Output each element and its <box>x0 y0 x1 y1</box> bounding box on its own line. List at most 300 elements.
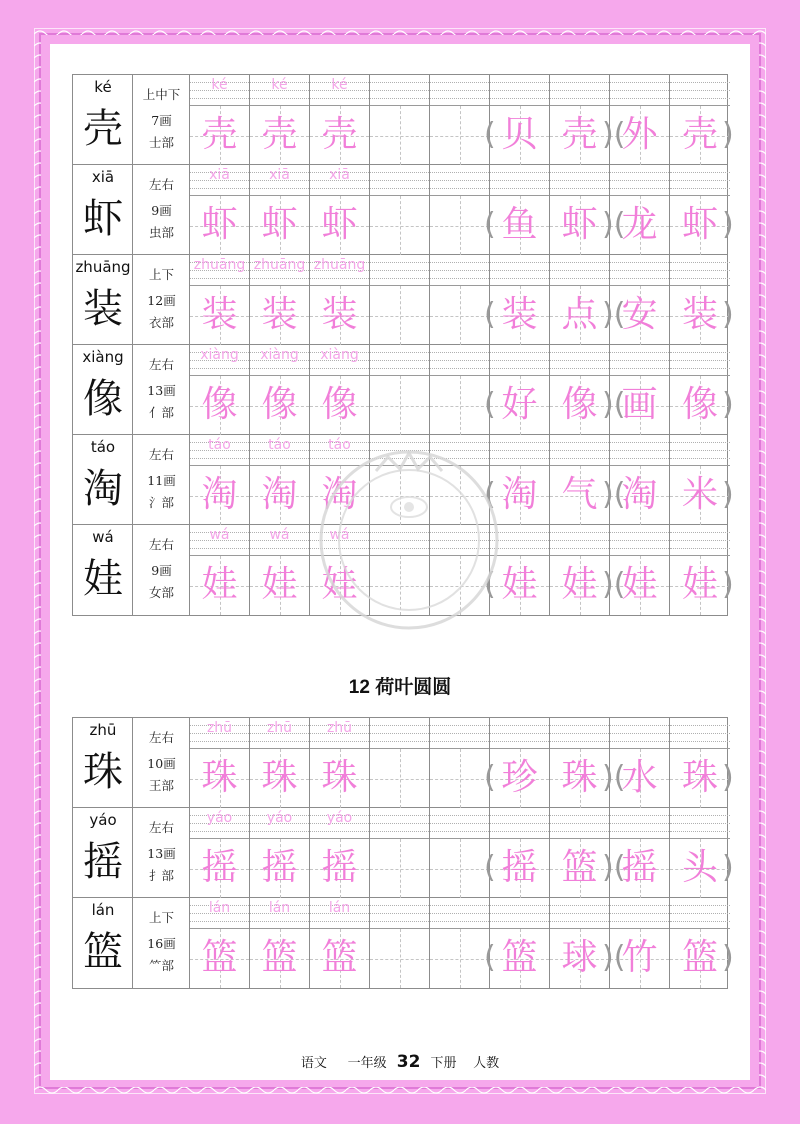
character-info-cell <box>133 525 190 615</box>
word-character: 像 <box>561 384 598 425</box>
word-character: 淘 <box>501 474 538 515</box>
practice-cell <box>310 255 370 345</box>
word-parenthesis: )( <box>602 387 626 422</box>
trace-pinyin: xiàng <box>320 347 359 363</box>
word-character: 头 <box>681 847 718 888</box>
pinyin-guide-lines <box>670 255 730 285</box>
character-info-cell <box>133 165 190 255</box>
trace-pinyin: zhuāng <box>313 257 366 273</box>
word-parenthesis: )( <box>602 117 626 152</box>
stroke-count: 16画 <box>147 936 176 951</box>
character-table-2 <box>72 717 734 989</box>
character-pinyin: táo <box>90 438 116 456</box>
practice-cell <box>550 808 610 898</box>
trace-pinyin: zhuāng <box>253 257 306 273</box>
pinyin-guide-lines <box>610 898 669 928</box>
stroke-count: 9画 <box>151 203 172 218</box>
tian-grid <box>370 928 429 988</box>
trace-pinyin: ké <box>211 77 228 93</box>
structure-label: 左右 <box>148 820 174 835</box>
word-character: 球 <box>561 937 598 978</box>
trace-pinyin: yáo <box>326 810 353 826</box>
practice-cell <box>550 898 610 988</box>
footer-edition: 人教 <box>473 1056 500 1071</box>
practice-cell <box>670 435 730 525</box>
trace-character: 装 <box>261 294 298 335</box>
character-pinyin: yáo <box>89 811 117 829</box>
word-parenthesis: ( <box>484 940 496 975</box>
character-pinyin: ké <box>94 78 112 96</box>
pinyin-guide-lines <box>610 255 669 285</box>
radical-label: 氵部 <box>148 495 174 510</box>
page-footer <box>0 1052 800 1072</box>
stroke-count: 11画 <box>147 473 176 488</box>
pinyin-guide-lines <box>550 165 609 195</box>
word-character: 鱼 <box>501 204 538 245</box>
word-character: 米 <box>681 474 718 515</box>
word-character: 好 <box>501 384 538 425</box>
practice-cell <box>190 718 250 808</box>
word-character: 篮 <box>501 937 538 978</box>
stroke-count: 13画 <box>147 846 176 861</box>
tian-grid <box>430 928 489 988</box>
word-parenthesis: ( <box>484 850 496 885</box>
structure-label: 上下 <box>148 910 174 925</box>
character-pinyin: zhuāng <box>75 258 131 276</box>
radical-label: ⺮部 <box>148 958 174 973</box>
footer-volume: 下册 <box>430 1056 457 1071</box>
word-parenthesis: ( <box>484 117 496 152</box>
tian-grid <box>370 105 429 165</box>
structure-label: 左右 <box>148 730 174 745</box>
word-character: 像 <box>681 384 718 425</box>
character-glyph: 珠 <box>83 749 123 795</box>
character-cell <box>73 808 133 898</box>
trace-character: 像 <box>321 384 358 425</box>
stroke-count: 9画 <box>151 563 172 578</box>
practice-cell <box>430 718 490 808</box>
tian-grid <box>370 838 429 898</box>
pinyin-guide-lines <box>430 255 489 285</box>
pinyin-guide-lines <box>430 345 489 375</box>
pinyin-guide-lines <box>430 808 489 838</box>
practice-cell <box>190 898 250 988</box>
character-pinyin: xiā <box>91 168 115 186</box>
pinyin-guide-lines <box>430 718 489 748</box>
pinyin-guide-lines <box>610 435 669 465</box>
stroke-count: 13画 <box>147 383 176 398</box>
radical-label: 虫部 <box>148 225 174 240</box>
practice-cell <box>550 165 610 255</box>
word-character: 点 <box>561 294 598 335</box>
structure-label: 左右 <box>148 177 174 192</box>
word-character: 气 <box>561 474 598 515</box>
character-row <box>73 718 734 808</box>
practice-cell <box>310 808 370 898</box>
pinyin-guide-lines <box>670 525 730 555</box>
pinyin-guide-lines <box>550 808 609 838</box>
word-character: 虾 <box>561 204 598 245</box>
word-character: 壳 <box>681 114 718 155</box>
pinyin-guide-lines <box>370 808 429 838</box>
trace-pinyin: zhuāng <box>193 257 246 273</box>
practice-cell <box>310 165 370 255</box>
word-parenthesis: ) <box>722 117 734 152</box>
word-character: 摇 <box>621 847 658 888</box>
practice-cell <box>550 255 610 345</box>
practice-cell <box>670 718 730 808</box>
tian-grid <box>430 105 489 165</box>
practice-cell <box>490 165 550 255</box>
word-character: 娃 <box>621 564 658 605</box>
trace-character: 娃 <box>321 564 358 605</box>
lesson-title: 12 荷叶圆圆 <box>348 677 452 698</box>
word-parenthesis: ) <box>722 477 734 512</box>
practice-cell <box>250 525 310 615</box>
practice-cell <box>310 898 370 988</box>
practice-cell <box>550 345 610 435</box>
pinyin-guide-lines <box>490 255 549 285</box>
practice-cell <box>190 525 250 615</box>
radical-label: 王部 <box>148 778 174 793</box>
character-info-cell <box>133 898 190 988</box>
word-character: 装 <box>681 294 718 335</box>
trace-pinyin: táo <box>268 437 291 453</box>
trace-character: 淘 <box>201 474 238 515</box>
practice-cell <box>190 255 250 345</box>
word-parenthesis: )( <box>602 760 626 795</box>
character-glyph: 娃 <box>83 556 123 602</box>
trace-pinyin: ké <box>331 77 348 93</box>
practice-cell <box>250 435 310 525</box>
pinyin-guide-lines <box>670 345 730 375</box>
pinyin-guide-lines <box>490 808 549 838</box>
character-cell <box>73 255 133 345</box>
pinyin-guide-lines <box>670 808 730 838</box>
word-parenthesis: )( <box>602 477 626 512</box>
practice-cell <box>490 718 550 808</box>
practice-cell <box>490 75 550 165</box>
word-character: 装 <box>501 294 538 335</box>
trace-character: 摇 <box>321 847 358 888</box>
word-character: 篮 <box>681 937 718 978</box>
trace-character: 娃 <box>201 564 238 605</box>
trace-character: 壳 <box>321 114 358 155</box>
character-row <box>73 165 734 255</box>
word-parenthesis: ( <box>484 760 496 795</box>
pinyin-guide-lines <box>370 718 429 748</box>
practice-cell <box>670 345 730 435</box>
pinyin-guide-lines <box>670 898 730 928</box>
word-character: 龙 <box>621 204 658 245</box>
trace-character: 篮 <box>321 937 358 978</box>
word-parenthesis: ( <box>484 567 496 602</box>
word-character: 摇 <box>501 847 538 888</box>
tian-grid <box>430 748 489 808</box>
trace-pinyin: yáo <box>266 810 293 826</box>
practice-cell <box>190 808 250 898</box>
trace-character: 虾 <box>261 204 298 245</box>
practice-cell <box>310 345 370 435</box>
pinyin-guide-lines <box>610 718 669 748</box>
tian-grid <box>370 195 429 255</box>
pinyin-guide-lines <box>490 75 549 105</box>
practice-cell <box>550 525 610 615</box>
practice-cell <box>490 808 550 898</box>
character-row <box>73 75 734 165</box>
character-row <box>73 898 734 988</box>
word-parenthesis: ) <box>722 567 734 602</box>
trace-character: 珠 <box>201 757 238 798</box>
stroke-count: 7画 <box>151 113 172 128</box>
trace-pinyin: xiàng <box>200 347 239 363</box>
trace-pinyin: xiā <box>269 167 290 183</box>
pinyin-guide-lines <box>670 718 730 748</box>
footer-subject: 语文 <box>300 1056 327 1071</box>
structure-label: 左右 <box>148 447 174 462</box>
practice-cell <box>370 718 430 808</box>
radical-label: 士部 <box>148 135 174 150</box>
pinyin-guide-lines <box>610 525 669 555</box>
practice-cell <box>190 435 250 525</box>
trace-character: 摇 <box>201 847 238 888</box>
trace-character: 像 <box>261 384 298 425</box>
radical-label: 扌部 <box>148 868 174 883</box>
character-row <box>73 808 734 898</box>
word-character: 贝 <box>501 114 538 155</box>
pinyin-guide-lines <box>430 75 489 105</box>
practice-cell <box>370 75 430 165</box>
word-character: 娃 <box>681 564 718 605</box>
word-character: 淘 <box>621 474 658 515</box>
trace-character: 壳 <box>201 114 238 155</box>
character-glyph: 淘 <box>83 466 123 512</box>
tian-grid <box>370 285 429 345</box>
trace-character: 虾 <box>201 204 238 245</box>
word-parenthesis: ) <box>722 297 734 332</box>
word-character: 水 <box>621 757 658 798</box>
pinyin-guide-lines <box>550 718 609 748</box>
word-character: 竹 <box>621 937 658 978</box>
tian-grid <box>430 195 489 255</box>
character-cell <box>73 898 133 988</box>
practice-cell <box>490 898 550 988</box>
structure-label: 左右 <box>148 357 174 372</box>
word-parenthesis: )( <box>602 850 626 885</box>
trace-character: 珠 <box>321 757 358 798</box>
word-character: 虾 <box>681 204 718 245</box>
practice-cell <box>250 808 310 898</box>
trace-pinyin: wá <box>269 527 290 543</box>
word-character: 娃 <box>561 564 598 605</box>
character-row <box>73 255 734 345</box>
page-number: 32 <box>396 1052 421 1072</box>
word-parenthesis: ) <box>722 850 734 885</box>
publisher-seal-watermark-icon <box>316 447 502 633</box>
pinyin-guide-lines <box>370 75 429 105</box>
character-glyph: 壳 <box>83 106 123 152</box>
pinyin-guide-lines <box>610 165 669 195</box>
practice-cell <box>250 898 310 988</box>
pinyin-guide-lines <box>670 75 730 105</box>
tian-grid <box>370 375 429 435</box>
pinyin-guide-lines <box>370 255 429 285</box>
practice-cell <box>670 898 730 988</box>
character-cell <box>73 718 133 808</box>
word-character: 壳 <box>561 114 598 155</box>
trace-character: 篮 <box>201 937 238 978</box>
pinyin-guide-lines <box>490 898 549 928</box>
trace-pinyin: lán <box>328 900 351 916</box>
practice-cell <box>370 898 430 988</box>
pinyin-guide-lines <box>550 75 609 105</box>
character-glyph: 摇 <box>83 839 123 885</box>
character-cell <box>73 165 133 255</box>
character-cell <box>73 525 133 615</box>
practice-cell <box>550 75 610 165</box>
character-pinyin: wá <box>92 528 114 546</box>
trace-character: 篮 <box>261 937 298 978</box>
trace-pinyin: zhū <box>206 720 233 736</box>
practice-cell <box>190 345 250 435</box>
practice-cell <box>670 75 730 165</box>
trace-character: 虾 <box>321 204 358 245</box>
pinyin-guide-lines <box>430 165 489 195</box>
character-pinyin: zhū <box>89 721 117 739</box>
word-character: 娃 <box>501 564 538 605</box>
practice-cell <box>370 165 430 255</box>
structure-label: 上下 <box>148 267 174 282</box>
pinyin-guide-lines <box>550 255 609 285</box>
trace-pinyin: xiā <box>329 167 350 183</box>
word-character: 外 <box>621 114 658 155</box>
radical-label: 亻部 <box>148 405 174 420</box>
pinyin-guide-lines <box>550 435 609 465</box>
practice-cell <box>490 255 550 345</box>
trace-pinyin: zhū <box>326 720 353 736</box>
tian-grid <box>430 285 489 345</box>
pinyin-guide-lines <box>610 75 669 105</box>
practice-cell <box>670 165 730 255</box>
pinyin-guide-lines <box>430 898 489 928</box>
practice-cell <box>370 808 430 898</box>
pinyin-guide-lines <box>550 525 609 555</box>
character-glyph: 像 <box>83 376 123 422</box>
character-info-cell <box>133 718 190 808</box>
tian-grid <box>370 748 429 808</box>
pinyin-guide-lines <box>550 898 609 928</box>
tian-grid <box>430 375 489 435</box>
word-character: 珠 <box>681 757 718 798</box>
practice-cell <box>430 345 490 435</box>
pinyin-guide-lines <box>490 345 549 375</box>
footer-grade: 一年级 <box>347 1056 387 1071</box>
trace-character: 像 <box>201 384 238 425</box>
word-parenthesis: ( <box>484 477 496 512</box>
pinyin-guide-lines <box>370 345 429 375</box>
practice-cell <box>250 165 310 255</box>
character-cell <box>73 75 133 165</box>
trace-character: 摇 <box>261 847 298 888</box>
practice-cell <box>250 718 310 808</box>
word-parenthesis: )( <box>602 297 626 332</box>
practice-cell <box>250 345 310 435</box>
character-info-cell <box>133 75 190 165</box>
practice-cell <box>190 75 250 165</box>
tian-grid <box>430 838 489 898</box>
pinyin-guide-lines <box>610 808 669 838</box>
stroke-count: 10画 <box>147 756 176 771</box>
practice-cell <box>670 255 730 345</box>
character-pinyin: lán <box>91 901 115 919</box>
trace-pinyin: wá <box>329 527 350 543</box>
word-parenthesis: ( <box>484 207 496 242</box>
trace-character: 淘 <box>321 474 358 515</box>
pinyin-guide-lines <box>490 718 549 748</box>
word-character: 画 <box>621 384 658 425</box>
practice-cell <box>430 165 490 255</box>
trace-pinyin: táo <box>328 437 351 453</box>
practice-cell <box>430 75 490 165</box>
trace-character: 装 <box>201 294 238 335</box>
word-parenthesis: ) <box>722 940 734 975</box>
character-glyph: 篮 <box>83 929 123 975</box>
stroke-count: 12画 <box>147 293 176 308</box>
trace-pinyin: lán <box>208 900 231 916</box>
word-parenthesis: )( <box>602 567 626 602</box>
character-cell <box>73 435 133 525</box>
word-character: 珠 <box>561 757 598 798</box>
trace-pinyin: zhū <box>266 720 293 736</box>
trace-pinyin: xiàng <box>260 347 299 363</box>
character-row <box>73 345 734 435</box>
pinyin-guide-lines <box>370 165 429 195</box>
trace-character: 壳 <box>261 114 298 155</box>
trace-character: 珠 <box>261 757 298 798</box>
structure-label: 左右 <box>148 537 174 552</box>
word-parenthesis: ) <box>722 387 734 422</box>
practice-cell <box>310 75 370 165</box>
word-character: 安 <box>621 294 658 335</box>
radical-label: 女部 <box>148 585 174 600</box>
word-parenthesis: ( <box>484 297 496 332</box>
trace-pinyin: yáo <box>206 810 233 826</box>
character-pinyin: xiàng <box>82 348 124 366</box>
practice-cell <box>310 718 370 808</box>
word-parenthesis: ( <box>484 387 496 422</box>
practice-cell <box>370 255 430 345</box>
pinyin-guide-lines <box>550 345 609 375</box>
practice-cell <box>430 255 490 345</box>
trace-character: 装 <box>321 294 358 335</box>
word-parenthesis: )( <box>602 207 626 242</box>
trace-character: 淘 <box>261 474 298 515</box>
character-info-cell <box>133 255 190 345</box>
practice-cell <box>190 165 250 255</box>
trace-pinyin: lán <box>268 900 291 916</box>
practice-cell <box>670 808 730 898</box>
practice-cell <box>250 255 310 345</box>
practice-cell <box>490 345 550 435</box>
pinyin-guide-lines <box>610 345 669 375</box>
character-info-cell <box>133 435 190 525</box>
word-parenthesis: ) <box>722 207 734 242</box>
pinyin-guide-lines <box>670 435 730 465</box>
character-info-cell <box>133 345 190 435</box>
practice-cell <box>370 345 430 435</box>
trace-pinyin: xiā <box>209 167 230 183</box>
trace-pinyin: ké <box>271 77 288 93</box>
